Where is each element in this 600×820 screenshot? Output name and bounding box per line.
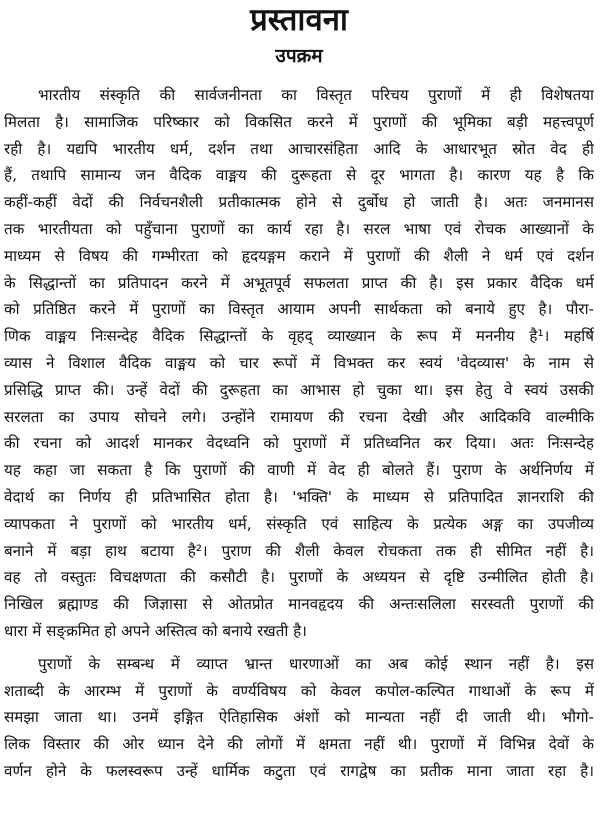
text-line: वर्णन होने के फलस्वरूप उन्हें धार्मिक कटुता एवं रागद्वेष का प्रतीक माना जाता रहा है। — [4, 761, 594, 780]
text-line: निखिल ब्रह्माण्ड की जिज्ञासा से ओतप्रोत मानवहृदय की अन्तःसलिला सरस्वती पुराणों की — [4, 595, 594, 614]
text-line: को प्रतिष्ठित करने में पुराणों का विस्तृत आयाम अपनी सार्थकता को बनाये हुए है। पौरा- — [4, 300, 594, 319]
text-line: व्यास ने विशाल वैदिक वाङ्मय को चार रूपों में विभक्त कर स्वयं 'वेदव्यास' के नाम से — [4, 353, 594, 372]
text-line: धारा में सङ्क्रमित हो अपने अस्तित्व को बनाये रखती है। — [4, 621, 307, 640]
text-line: पुराणों के सम्बन्ध में व्याप्त भ्रान्त धारणाओं का अब कोई स्थान नहीं है। इस — [38, 654, 594, 673]
text-line: णिक वाङ्मय निःसन्देह वैदिक सिद्धान्तों के वृहद् व्याख्यान के रूप में मननीय है¹। महर्षि — [4, 327, 594, 346]
text-line: कहीं-कहीं वेदों की निर्वचनशैली प्रतीकात्मक होने से दुर्बोध हो जाती है। अतः जनमानस — [4, 193, 594, 212]
text-line: शताब्दी के आरम्भ में पुराणों के वर्ण्यविषय को केवल कपोल-कल्पित गाथाओं के रूप में — [4, 681, 594, 700]
text-line: समझा जाता था। उनमें इङ्गित ऐतिहासिक अंशों को मान्यता नहीं दी जाती थी। भौगो- — [4, 708, 594, 727]
paragraph-1 — [4, 82, 594, 645]
page-title: प्रस्तावना — [250, 2, 348, 38]
text-line: की रचना को आदर्श मानकर वेदध्वनि को पुराणों में प्रतिध्वनित कर दिया। अतः निःसन्देह — [4, 434, 594, 453]
text-line: हैं, तथापि सामान्य जन वैदिक वाङ्मय की दुरूहता से दूर भागता है। कारण यह है कि — [4, 166, 594, 185]
text-line: वह तो वस्तुतः विचक्षणता की कसौटी है। पुराणों के अध्ययन से दृष्टि उन्मीलित होती है। — [4, 568, 594, 587]
text-line: प्रसिद्धि प्राप्त की। उन्हें वेदों की दुरूहता का आभास हो चुका था। इस हेतु वे स्वयं उसकी — [4, 380, 594, 399]
text-line: लिक विस्तार की ओर ध्यान देने की लोगों में क्षमता नहीं थी। पुराणों में विभिन्न देवों के — [4, 735, 594, 754]
text-line: बनाने में बड़ा हाथ बटाया है²। पुराण की शैली केवल रोचकता तक ही सीमित नहीं है। — [4, 541, 594, 560]
text-line: तक भारतीयता को पहुँचाना पुराणों का कार्य रहा है। सरल भाषा एवं रोचक आख्यानों के — [4, 219, 594, 238]
paragraph-2 — [4, 651, 594, 785]
text-line: यह कहा जा सकता है कि पुराणों की वाणी में वेद ही बोलते हैं। पुराण के अर्थनिर्णय में — [4, 461, 594, 480]
text-line: रही है। यद्यपि भारतीय धर्म, दर्शन तथा आचारसंहिता आदि के आधारभूत स्रोत वेद ही — [4, 139, 594, 158]
text-line: सरलता का उपाय सोचने लगे। उन्होंने रामायण की रचना देखी और आदिकवि वाल्मीकि — [4, 407, 594, 426]
text-line: मिलता है। सामाजिक परिष्कार को विकसित करने में पुराणों की भूमिका बड़ी महत्त्वपूर्ण — [4, 112, 594, 131]
section-subtitle: उपक्रम — [275, 45, 323, 67]
text-line: माध्यम से विषय की गम्भीरता को हृदयङ्गम कराने में पुराणों की शैली ने धर्म एवं दर्शन — [4, 246, 594, 265]
text-line: के सिद्धान्तों का प्रतिपादन करने में अभूतपूर्व सफलता प्राप्त की है। इस प्रकार वैदिक धर्म — [4, 273, 594, 292]
text-line: व्यापकता ने पुराणों को भारतीय धर्म, संस्कृति एवं साहित्य के प्रत्येक अङ्ग का उपजीव्य — [4, 514, 594, 533]
text-line: वेदार्थ का निर्णय ही प्रतिभासित होता है। 'भक्ति' के माध्यम से प्रतिपादित ज्ञानराशि की — [4, 487, 594, 506]
text-line: भारतीय संस्कृति की सार्वजनीनता का विस्तृत परिचय पुराणों में ही विशेषतया — [38, 86, 594, 104]
